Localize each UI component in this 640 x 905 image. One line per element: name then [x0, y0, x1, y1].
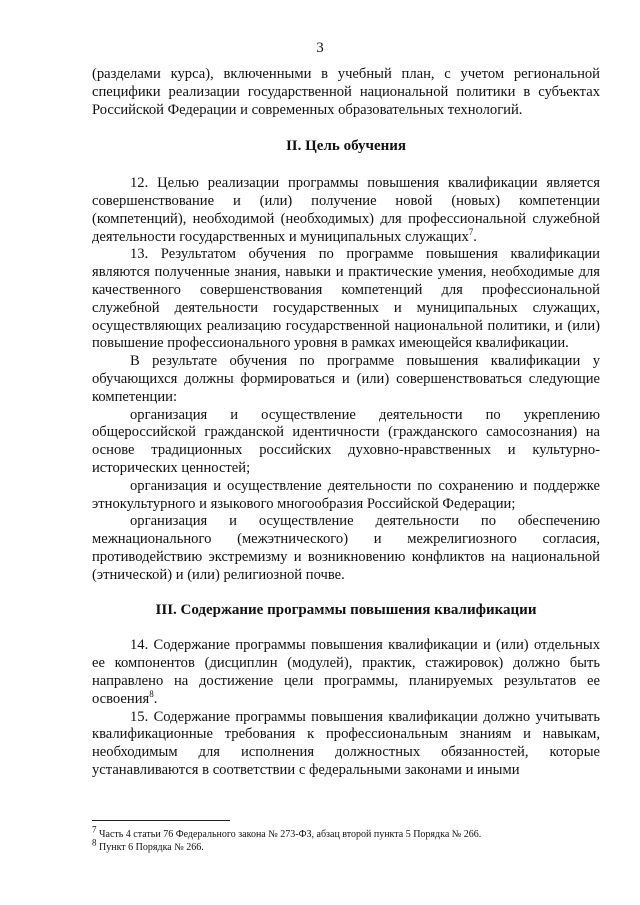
- paragraph-14: [92, 637, 600, 708]
- intro-continuation-paragraph: (разделами курса), включенными в учебный план, с учетом региональной специфики реализации государственной национальной политики в субъектах Российской Федерации и современных образовательных технологий.: [92, 66, 600, 118]
- footnote-7: [92, 824, 600, 841]
- competency-item: организация и осуществление деятельности по сохранению и поддержке этнокультурного и языкового многообразия Российской Федерации;: [92, 477, 600, 512]
- result-intro-paragraph: В результате обучения по программе повышения квалификации у обучающихся должны формироваться и (или) совершенствоваться следующие компетенции:: [92, 353, 600, 405]
- footnote-ref-7: 7: [468, 226, 474, 237]
- paragraph-14-end: .: [153, 690, 158, 707]
- competency-item: организация и осуществление деятельности по укреплению общероссийской гражданской идентичности (гражданского самосознания) на основе традиционных российских духовно-нравственных и культурно-исторических ценностей;: [92, 406, 600, 476]
- section-heading-goal: II. Цель обучения: [285, 138, 407, 155]
- competency-item: организация и осуществление деятельности по обеспечению межнационального (межэтнического) и межрелигиозного согласия, противодействию экстремизму и возникновению конфликтов на национальной (этнической) и (или) религиозной почве.: [92, 513, 600, 583]
- paragraph-13: 13. Результатом обучения по программе повышения квалификации являются полученные знания, навыки и практические умения, необходимые для качественного совершенствования компетенций для профессиональной служебной деятельности государственных и муниципальных служащих, осуществляющих реализацию государственной национальной политики, и (или) повышение профессионального уровня в рамках имеющейся квалификации.: [92, 246, 600, 352]
- footnote-number: 7: [92, 824, 97, 835]
- footnote-text: Пункт 6 Порядка № 266.: [99, 842, 204, 853]
- footnote-8: [92, 837, 600, 854]
- paragraph-15: 15. Содержание программы повышения квалификации должно учитывать квалификационные требования к профессиональным знаниям и навыкам, необходимым для исполнения должностных обязанностей, которые устанавливаются в соответствии с федеральными законами и иными: [92, 708, 600, 778]
- section-heading-content: III. Содержание программы повышения квалификации: [155, 601, 537, 618]
- page-content: [92, 66, 600, 780]
- footnote-ref-8: 8: [149, 688, 154, 699]
- footnote-text: Часть 4 статьи 76 Федерального закона № 273-ФЗ, абзац второй пункта 5 Порядка № 266.: [99, 829, 482, 840]
- footnotes-block: [92, 820, 600, 854]
- footnote-divider: [92, 820, 230, 821]
- footnote-number: 8: [92, 837, 97, 848]
- paragraph-14-text: 14. Содержание программы повышения квалификации и (или) отдельных ее компонентов (дисциплин (модулей), практик, стажировок) должно быть направлено на достижение цели программы, планируемых результатов ее освоения: [92, 637, 600, 707]
- paragraph-12: [92, 175, 600, 246]
- paragraph-12-end: .: [473, 228, 477, 245]
- page-number: 3: [316, 40, 324, 56]
- paragraph-12-text: 12. Целью реализации программы повышения квалификации является совершенствование и (или) получение новой (новых) компетенции (компетенций), необходимой (необходимых) для профессиональной служебной деятельности государственных и муниципальных служащих: [92, 175, 600, 245]
